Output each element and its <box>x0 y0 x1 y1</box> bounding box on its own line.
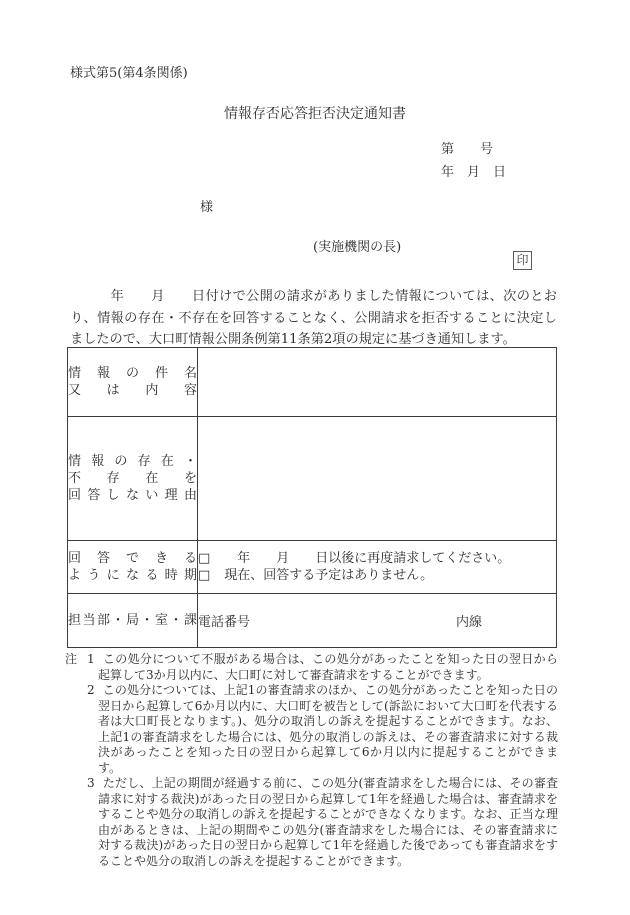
note-number: 1 <box>87 652 95 666</box>
seal-stamp: 印 <box>513 251 532 270</box>
document-date-line: 年 月 日 <box>441 165 507 180</box>
contact-header <box>68 594 198 648</box>
info-table <box>67 347 557 648</box>
phone-label: 電話番号 <box>198 615 251 630</box>
info-name-value-cell <box>198 348 557 417</box>
reply-option-none <box>198 567 556 585</box>
note-text: この処分について不服がある場合は、この処分があったことを知った日の翌日から起算して3か月以内に、大口町に対して審査請求をすることができます。 <box>98 652 558 682</box>
note-number: 3 <box>87 776 95 790</box>
document-number-line: 第 号 <box>441 142 494 157</box>
note-text: この処分については、上記1の審査請求のほか、この処分があったことを知った日の翌日から起算して6か月以内に、大口町を被告として(訴訟において大口町を代表する者は大口町長となります。)、処分の取消しの訴えを提起することができます。なお、上記1の審査請求をした場合には、処分の取消しの訴えは、その審査請求に対する裁決があったことを知った日の翌日から起算して6か月以内に提起することができます。 <box>98 683 558 775</box>
reason-header <box>68 417 198 541</box>
body-paragraph: 年 月 日付けで公開の請求がありました情報については、次のとおり、情報の存在・不存在を回答することなく、公開請求を拒否することに決定しましたので、大口町情報公開条例第11条第2項の規定に基づき通知します。 <box>70 289 557 347</box>
info-name-header-line1: 情報の件名 <box>68 366 197 381</box>
note-item-2 <box>87 683 558 776</box>
reply-period-header-line1: 回答できる <box>68 551 197 566</box>
reply-option-none-text: 現在、回答する予定はありません。 <box>211 568 434 583</box>
reply-period-header <box>68 541 198 594</box>
note-number: 2 <box>87 683 95 697</box>
note-item-3 <box>87 776 558 869</box>
reply-option-date-text: 年 月 日以後に再度請求してください。 <box>211 550 511 566</box>
reason-value-cell <box>198 417 557 541</box>
contact-line <box>198 611 556 630</box>
reply-option-date <box>198 550 556 568</box>
extension-label: 内線 <box>456 615 483 630</box>
issuer-line: (実施機関の長) <box>313 240 402 255</box>
notes-section <box>65 652 558 869</box>
contact-header-line1: 担当部・局・室・課 <box>68 613 197 628</box>
form-number-label: 様式第5(第4条関係) <box>70 66 188 81</box>
checkbox-icon: □ <box>198 568 211 583</box>
note-text: ただし、上記の期間が経過する前に、この処分(審査請求をした場合には、その審査請求に対する裁決)があった日の翌日から起算して1年を経過した場合は、審査請求をすることや処分の取消しの訴えを提起することができなくなります。なお、正当な理由があるときは、上記の期間やこの処分(審査請求をした場合には、その審査請求に対する裁決)があった日の翌日から起算して1年を経過した後であっても審査請求をすることや処分の取消しの訴えを提起することができます。 <box>98 776 558 868</box>
reply-period-header-line2: ようになる時期 <box>68 568 197 583</box>
reason-header-line1: 情報の存在・ <box>68 454 197 469</box>
notes-marker: 注 <box>65 652 78 666</box>
checkbox-icon: □ <box>198 550 211 566</box>
reason-header-line3: 回答しない理由 <box>68 488 197 503</box>
info-name-header-line2: 又は内容 <box>68 383 197 398</box>
contact-value-cell <box>198 594 557 648</box>
document-title: 情報存否応答拒否決定通知書 <box>224 106 406 122</box>
table-row-contact <box>68 594 557 648</box>
reason-header-line2: 不存在を <box>68 471 197 486</box>
table-row-reply-period <box>68 541 557 594</box>
note-item-1 <box>87 652 558 683</box>
reply-period-options-cell <box>198 541 557 594</box>
table-row-reason <box>68 417 557 541</box>
info-name-header <box>68 348 198 417</box>
recipient-honorific: 様 <box>200 200 214 215</box>
notes-list <box>87 652 558 869</box>
table-row-info-name <box>68 348 557 417</box>
